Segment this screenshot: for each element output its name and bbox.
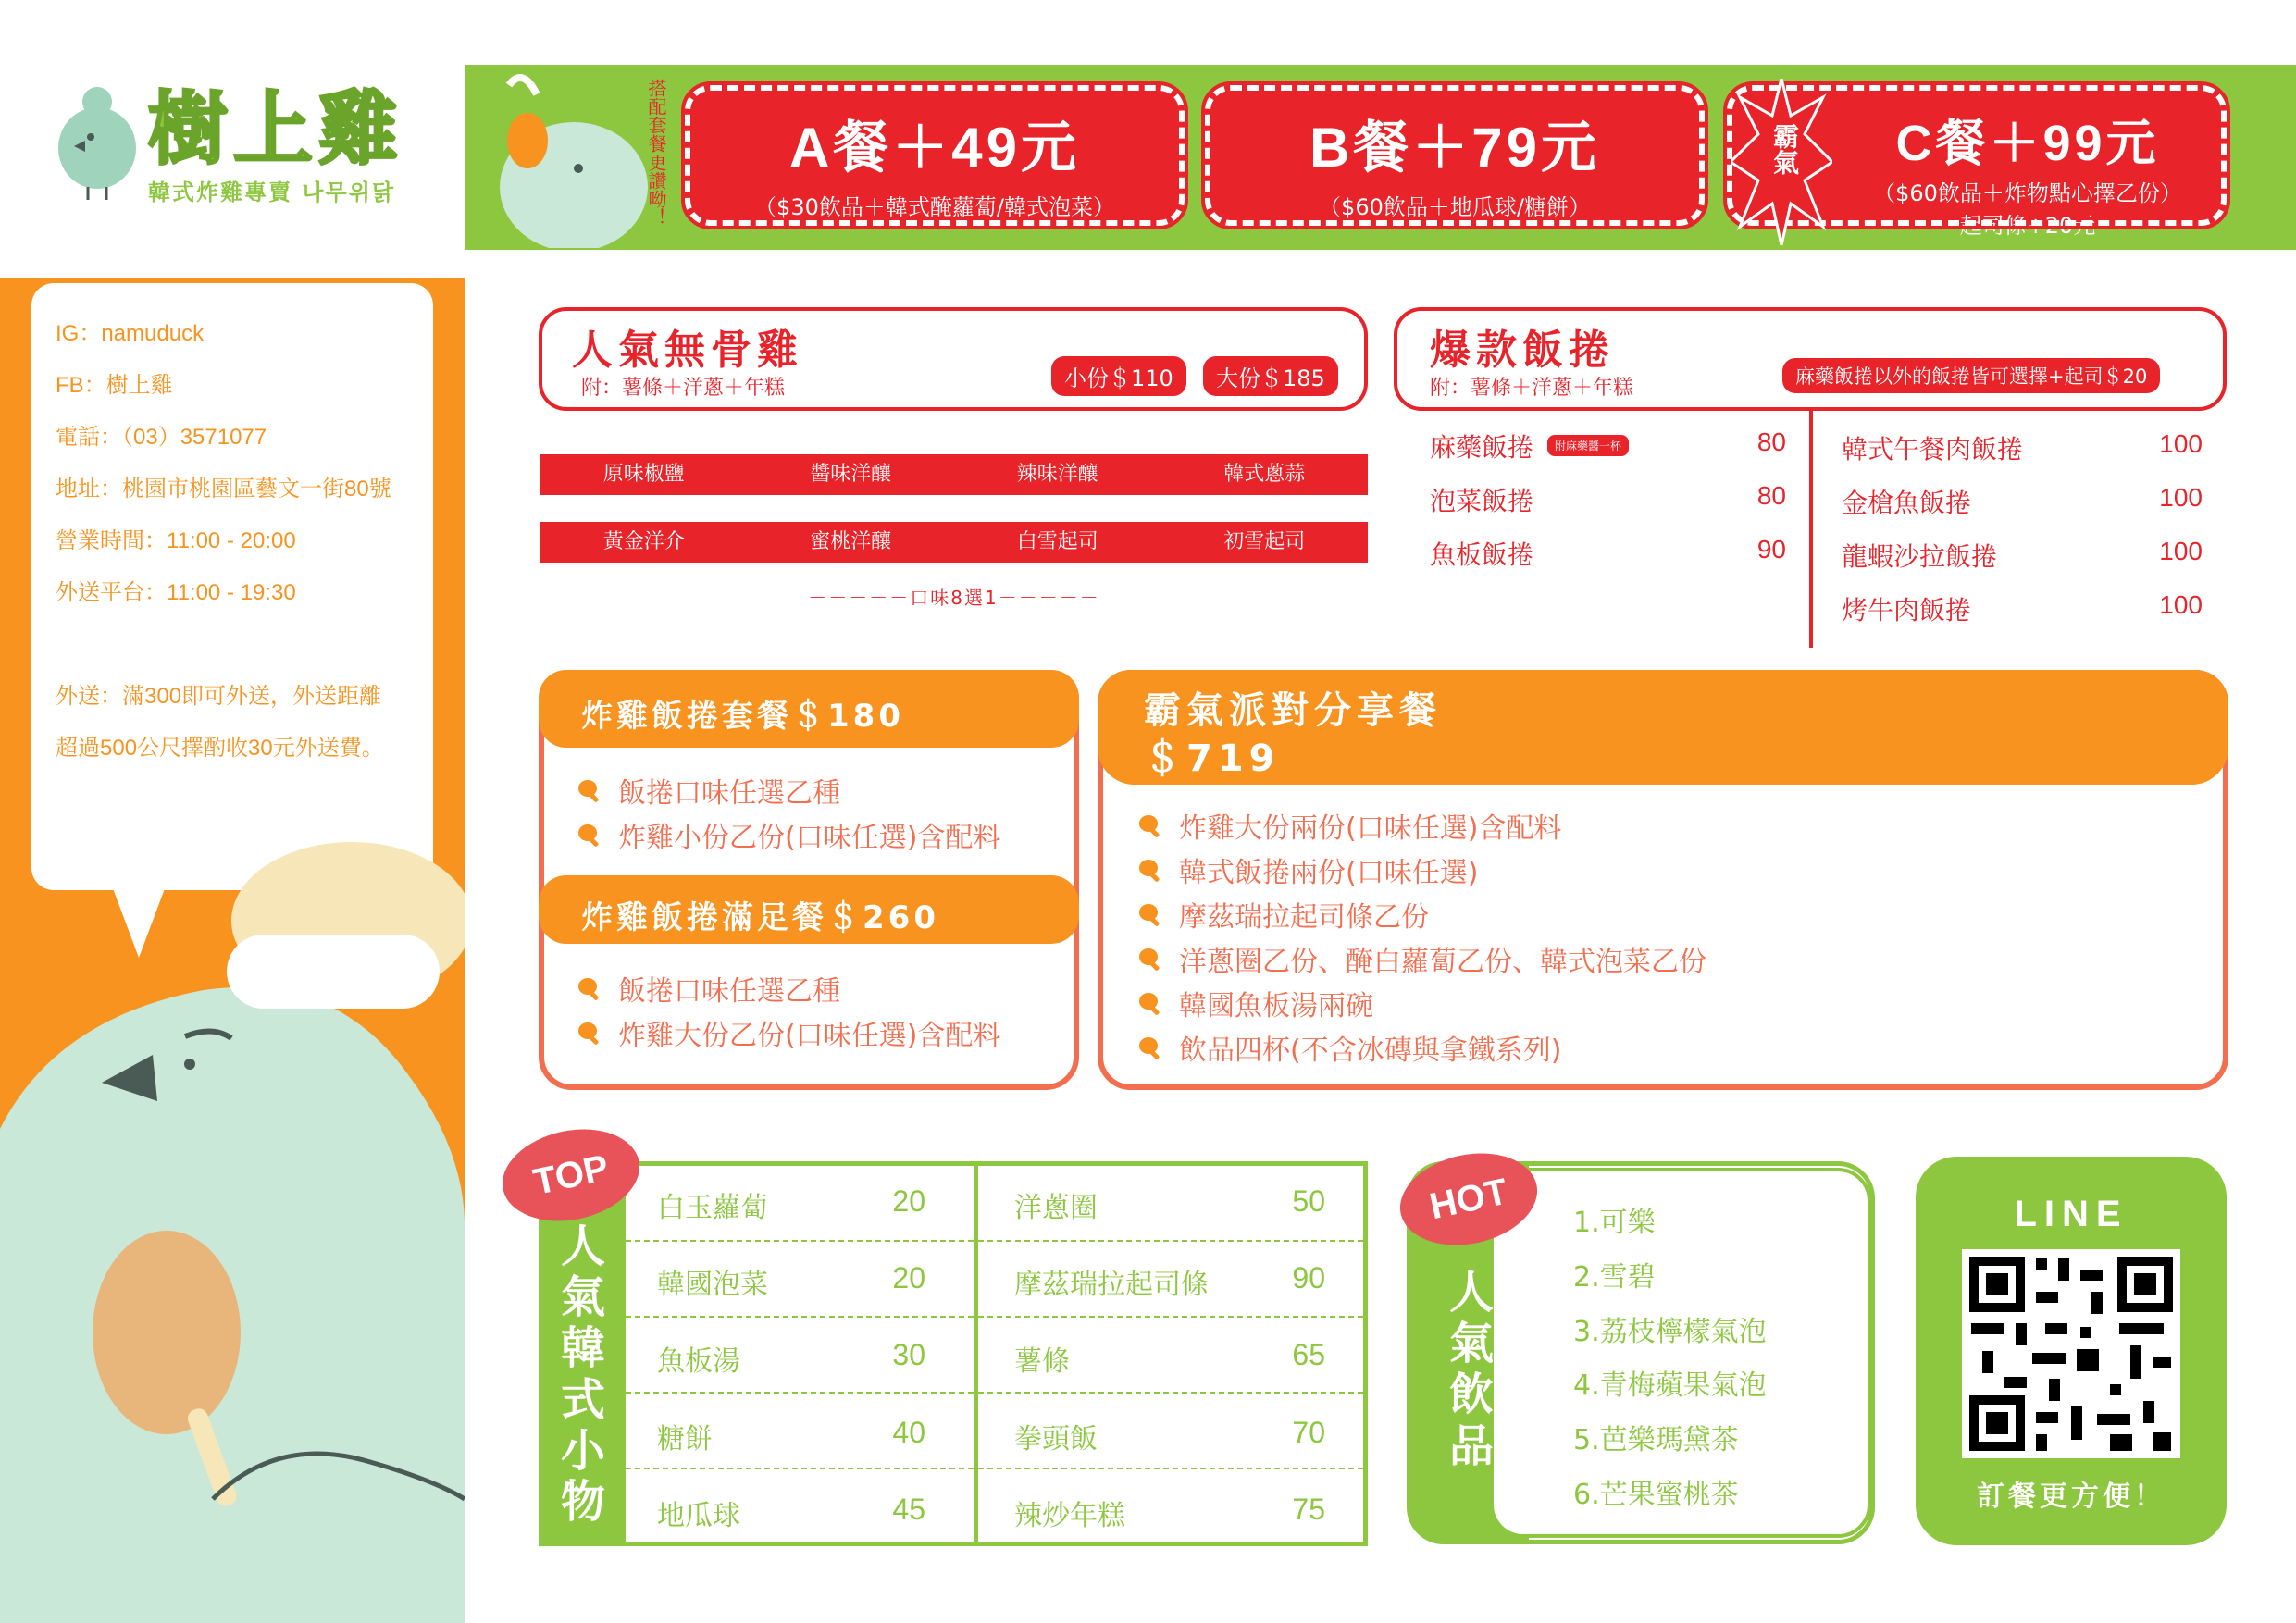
meal-a-card[interactable] — [685, 85, 1185, 226]
flavor-item[interactable]: 原味椒鹽 — [602, 463, 685, 486]
flavor-row-1 — [540, 454, 1368, 495]
rolls-title: 爆款飯捲 — [1430, 327, 1615, 374]
drink-item[interactable]: 5.芭樂瑪黛茶 — [1573, 1424, 1739, 1456]
drink-item[interactable]: 1.可樂 — [1573, 1207, 1656, 1239]
set1-item — [577, 814, 1000, 855]
roll-item[interactable]: 魚板飯捲 — [1430, 539, 1534, 570]
brand-logo — [46, 65, 416, 222]
party-item — [1138, 805, 1561, 846]
snack-name[interactable]: 拳頭飯 — [1014, 1423, 1098, 1456]
drumstick-icon — [1138, 813, 1166, 841]
rolls-divider — [1809, 407, 1813, 648]
party-price: ＄719 — [1144, 737, 1281, 780]
drumstick-icon — [577, 823, 605, 850]
set2-item — [577, 1012, 1000, 1053]
flavor-note: －－－－－口味8選1－－－－－ — [808, 587, 1100, 609]
party-title: 霸氣派對分享餐 — [1144, 689, 1442, 732]
flavor-item[interactable]: 黃金洋介 — [602, 530, 685, 553]
party-item — [1138, 938, 1706, 979]
set2-title: 炸雞飯捲滿足餐＄260 — [539, 875, 1079, 944]
banner-note: 搭配套餐更讚呦！ — [645, 79, 667, 227]
drink-item[interactable]: 3.荔枝檸檬氣泡 — [1573, 1316, 1767, 1348]
set1-item — [577, 770, 840, 811]
snack-price: 20 — [892, 1184, 925, 1218]
meal-c-desc: （$60飲品＋炸物點心擇乙份） — [1873, 180, 2182, 206]
hot-tag: HOT — [1392, 1141, 1546, 1257]
meal-a-desc: （$30飲品＋韓式醃蘿蔔/韓式泡菜） — [754, 194, 1115, 220]
line-title: LINE — [2014, 1194, 2128, 1234]
snack-name[interactable]: 摩茲瑞拉起司條 — [1014, 1269, 1209, 1301]
info-hours: 營業時間：11:00 - 20:00 — [56, 528, 296, 553]
snack-price: 45 — [892, 1493, 925, 1526]
meal-b-desc: （$60飲品＋地瓜球/糖餅） — [1319, 194, 1591, 220]
meal-c-title: C餐＋99元 — [1895, 116, 2160, 171]
roll-price: 90 — [1756, 535, 1786, 564]
snack-price: 30 — [892, 1338, 925, 1371]
qr-code-icon[interactable] — [1962, 1249, 2180, 1458]
meal-b-card[interactable] — [1205, 85, 1705, 226]
meal-a-title: A餐＋49元 — [788, 117, 1081, 179]
party-item-text: 炸雞大份兩份(口味任選)含配料 — [1179, 812, 1562, 845]
party-item-text: 韓國魚板湯兩碗 — [1179, 990, 1373, 1022]
roll-price: 100 — [2159, 429, 2203, 458]
meal-b-title: B餐＋79元 — [1309, 117, 1601, 179]
drumstick-icon — [1138, 1035, 1166, 1063]
roll-item[interactable]: 烤牛肉飯捲 — [1842, 595, 1972, 626]
info-phone: 電話：（03）3571077 — [56, 425, 267, 450]
snack-name[interactable]: 辣炒年糕 — [1014, 1500, 1125, 1532]
set1-item-text: 飯捲口味任選乙種 — [618, 777, 840, 810]
info-delivery-note-1: 外送：滿300即可外送，外送距離 — [56, 684, 382, 709]
roll-sauce-badge: 附麻藥醬一杯 — [1547, 435, 1629, 456]
roll-price: 80 — [1756, 481, 1786, 510]
drink-item[interactable]: 6.芒果蜜桃茶 — [1573, 1479, 1739, 1511]
snack-price: 40 — [892, 1416, 925, 1449]
info-delivery-hours: 外送平台：11:00 - 19:30 — [56, 580, 296, 605]
drumstick-icon — [1138, 947, 1166, 974]
flavor-item[interactable]: 辣味洋釀 — [1016, 463, 1098, 486]
meal-c-extra: 起司條+20元 — [1959, 213, 2096, 239]
flavor-item[interactable]: 醬味洋釀 — [810, 463, 892, 486]
snack-price: 50 — [1292, 1184, 1325, 1218]
flavor-item[interactable]: 初雪起司 — [1223, 530, 1306, 553]
party-item-text: 摩茲瑞拉起司條乙份 — [1179, 901, 1429, 934]
flavor-row-2 — [540, 522, 1368, 563]
info-address: 地址：桃園市桃園區藝文一街80號 — [56, 477, 391, 502]
party-item — [1138, 1027, 1561, 1068]
snack-name[interactable]: 韓國泡菜 — [657, 1269, 768, 1301]
roll-price: 100 — [2159, 590, 2203, 619]
line-footer: 訂餐更方便！ — [1977, 1481, 2166, 1513]
drumstick-icon — [577, 1021, 605, 1048]
snack-price: 20 — [892, 1261, 925, 1295]
party-item-text: 韓式飯捲兩份(口味任選) — [1179, 857, 1479, 889]
party-item-text: 洋蔥圈乙份、醃白蘿蔔乙份、韓式泡菜乙份 — [1179, 946, 1706, 978]
snack-name[interactable]: 地瓜球 — [657, 1500, 740, 1532]
party-item — [1138, 983, 1373, 1023]
set1-item-text: 炸雞小份乙份(口味任選)含配料 — [618, 822, 1001, 854]
party-item — [1138, 849, 1478, 890]
drumstick-icon — [577, 778, 605, 806]
party-item — [1138, 894, 1429, 935]
roll-price: 100 — [2159, 483, 2203, 512]
party-item-text: 飲品四杯(不含冰磚與拿鐵系列) — [1179, 1035, 1562, 1067]
set1-title: 炸雞飯捲套餐＄180 — [539, 670, 1079, 748]
set2-item-text: 飯捲口味任選乙種 — [618, 975, 840, 1008]
snack-name[interactable]: 糖餅 — [657, 1423, 713, 1456]
drink-item[interactable]: 2.雪碧 — [1573, 1261, 1656, 1294]
drumstick-icon — [1138, 991, 1166, 1019]
set2-item — [577, 968, 840, 1009]
roll-price: 80 — [1756, 427, 1786, 456]
snack-price: 65 — [1292, 1338, 1325, 1371]
snack-name[interactable]: 魚板湯 — [657, 1345, 740, 1378]
roll-item[interactable]: 麻藥飯捲 — [1430, 432, 1534, 463]
drumstick-icon — [1138, 858, 1166, 886]
boneless-title: 人氣無骨雞 — [572, 327, 803, 374]
boneless-sub: 附：薯條＋洋蔥＋年糕 — [581, 377, 786, 400]
snacks-vertical-title: 人氣韓式小物 — [560, 1220, 605, 1528]
set2-item-text: 炸雞大份乙份(口味任選)含配料 — [618, 1020, 1001, 1052]
snack-price: 90 — [1292, 1261, 1325, 1295]
roll-item[interactable]: 韓式午餐肉飯捲 — [1842, 434, 2024, 465]
mascot-illustration — [0, 833, 465, 1623]
top-tag: TOP — [494, 1117, 649, 1233]
info-fb: FB：樹上雞 — [56, 373, 173, 398]
flavor-item[interactable]: 韓式蔥蒜 — [1223, 463, 1306, 486]
rolls-sub: 附：薯條＋洋蔥＋年糕 — [1430, 377, 1634, 400]
snack-name[interactable]: 薯條 — [1014, 1345, 1070, 1378]
drinks-vertical-title: 人氣飲品 — [1448, 1267, 1494, 1472]
brand-name: 樹上雞 — [148, 83, 403, 176]
drink-item[interactable]: 4.青梅蘋果氣泡 — [1573, 1369, 1767, 1402]
snack-price: 70 — [1292, 1416, 1325, 1449]
roll-item[interactable]: 龍蝦沙拉飯捲 — [1842, 541, 1998, 572]
drumstick-icon — [1138, 902, 1166, 930]
snack-name[interactable]: 洋蔥圈 — [1014, 1192, 1098, 1224]
drumstick-icon — [577, 976, 605, 1004]
flavor-item[interactable]: 蜜桃洋釀 — [810, 530, 892, 553]
snack-name[interactable]: 白玉蘿蔔 — [657, 1192, 768, 1224]
burst-label: 霸氣 — [1769, 123, 1800, 175]
flavor-item[interactable]: 白雪起司 — [1016, 530, 1098, 553]
rolls-cheese-badge: 麻藥飯捲以外的飯捲皆可選擇+起司＄20 — [1782, 358, 2160, 393]
roll-item[interactable]: 金槍魚飯捲 — [1842, 488, 1972, 518]
brand-tagline: 韓式炸雞專賣 나무위닭 — [148, 180, 396, 205]
boneless-small-price[interactable]: 小份＄110 — [1051, 356, 1186, 396]
info-ig: IG：namuduck — [56, 321, 205, 346]
boneless-large-price[interactable]: 大份＄185 — [1203, 356, 1338, 396]
roll-item[interactable]: 泡菜飯捲 — [1430, 486, 1534, 516]
roll-price: 100 — [2159, 537, 2203, 565]
info-delivery-note-2: 超過500公尺擇酌收30元外送費。 — [56, 736, 384, 761]
chick-logo-icon — [46, 74, 148, 204]
snack-price: 75 — [1292, 1493, 1325, 1526]
